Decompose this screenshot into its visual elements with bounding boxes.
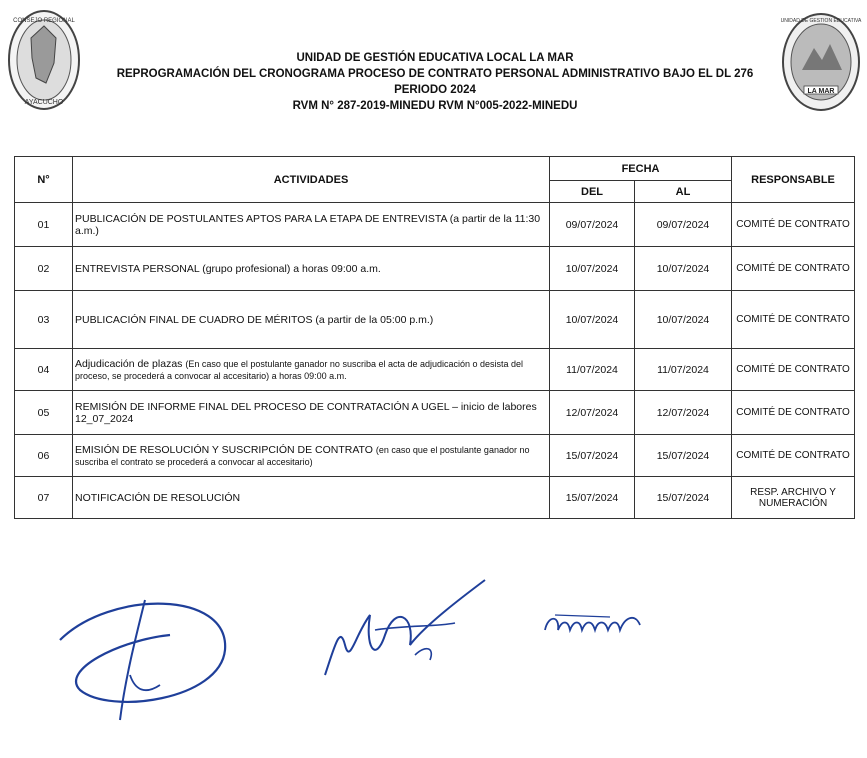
row-date-from: 12/07/2024	[550, 391, 635, 435]
header-activities: ACTIVIDADES	[73, 157, 550, 203]
document-header	[90, 50, 780, 114]
logo-left-top-text: CONSEJO REGIONAL	[13, 18, 75, 24]
activity-text: PUBLICACIÓN FINAL DE CUADRO DE MÉRITOS (a partir de la 05:00 p.m.)	[75, 313, 434, 326]
activity-text: PUBLICACIÓN DE POSTULANTES APTOS PARA LA ETAPA DE ENTREVISTA (a partir de la 11:30 a.m.)	[75, 212, 541, 237]
row-num: 04	[15, 349, 73, 391]
table-row	[15, 477, 855, 519]
header-period: PERIODO 2024	[394, 84, 476, 96]
row-responsible: RESP. ARCHIVO Y NUMERACIÓN	[732, 477, 855, 519]
row-date-to: 11/07/2024	[635, 349, 732, 391]
row-num: 05	[15, 391, 73, 435]
row-activity	[73, 291, 550, 349]
row-date-from: 10/07/2024	[550, 291, 635, 349]
activity-text: ENTREVISTA PERSONAL (grupo profesional) a horas 09:00 a.m.	[75, 262, 381, 275]
activity-text: REMISIÓN DE INFORME FINAL DEL PROCESO DE CONTRATACIÓN A UGEL – inicio de labores 12_07_2024	[75, 400, 537, 425]
activity-text: EMISIÓN DE RESOLUCIÓN Y SUSCRIPCIÓN DE CONTRATO	[75, 443, 373, 456]
row-activity	[73, 247, 550, 291]
table-row	[15, 247, 855, 291]
row-date-to: 15/07/2024	[635, 435, 732, 477]
row-num: 03	[15, 291, 73, 349]
row-num: 06	[15, 435, 73, 477]
row-date-from: 11/07/2024	[550, 349, 635, 391]
regional-council-logo	[6, 8, 82, 112]
row-date-to: 09/07/2024	[635, 203, 732, 247]
header-institution: UNIDAD DE GESTIÓN EDUCATIVA LOCAL LA MAR	[296, 52, 574, 64]
row-activity	[73, 349, 550, 391]
table-row	[15, 203, 855, 247]
row-date-from: 15/07/2024	[550, 435, 635, 477]
signature-1	[50, 580, 250, 730]
row-date-from: 15/07/2024	[550, 477, 635, 519]
row-responsible: COMITÉ DE CONTRATO	[732, 391, 855, 435]
row-activity	[73, 477, 550, 519]
header-fecha: FECHA	[550, 157, 732, 181]
row-responsible: COMITÉ DE CONTRATO	[732, 203, 855, 247]
row-responsible: COMITÉ DE CONTRATO	[732, 291, 855, 349]
row-date-from: 10/07/2024	[550, 247, 635, 291]
header-al: AL	[635, 181, 732, 203]
logo-right-arc-text: UNIDAD DE GESTION EDUCATIVA	[780, 18, 862, 24]
header-del: DEL	[550, 181, 635, 203]
row-activity	[73, 203, 550, 247]
logo-left-bottom-text: AYACUCHO	[24, 99, 64, 106]
row-date-to: 10/07/2024	[635, 291, 732, 349]
header-resolutions: RVM N° 287-2019-MINEDU RVM N°005-2022-MINEDU	[292, 100, 578, 112]
ugel-la-mar-logo	[780, 10, 862, 114]
row-num: 07	[15, 477, 73, 519]
logo-right-name: LA MAR	[807, 88, 835, 95]
signature-2	[315, 575, 495, 700]
signature-3	[540, 605, 650, 645]
activity-note: (en caso que el postulante ganador no suscriba el contrato se procederá a convocar al accesitario)	[75, 444, 530, 467]
header-responsable: RESPONSABLE	[732, 157, 855, 203]
row-date-to: 10/07/2024	[635, 247, 732, 291]
header-title: REPROGRAMACIÓN DEL CRONOGRAMA PROCESO DE CONTRATO PERSONAL ADMINISTRATIVO BAJO EL DL 276	[116, 68, 754, 80]
row-num: 02	[15, 247, 73, 291]
activity-text: NOTIFICACIÓN DE RESOLUCIÓN	[75, 491, 241, 504]
row-date-to: 12/07/2024	[635, 391, 732, 435]
table-row	[15, 435, 855, 477]
activity-text: Adjudicación de plazas	[75, 357, 183, 370]
row-responsible: COMITÉ DE CONTRATO	[732, 435, 855, 477]
row-date-to: 15/07/2024	[635, 477, 732, 519]
row-date-from: 09/07/2024	[550, 203, 635, 247]
table-row	[15, 391, 855, 435]
row-responsible: COMITÉ DE CONTRATO	[732, 349, 855, 391]
row-responsible: COMITÉ DE CONTRATO	[732, 247, 855, 291]
table-row	[15, 349, 855, 391]
row-activity	[73, 435, 550, 477]
schedule-table	[14, 156, 855, 519]
table-row	[15, 291, 855, 349]
header-num: N°	[15, 157, 73, 203]
row-activity	[73, 391, 550, 435]
row-num: 01	[15, 203, 73, 247]
activity-note: (En caso que el postulante ganador no suscriba el acta de adjudicación o desista del proceso, se procederá a convocar al accesitario) a horas 09:00 a.m.	[75, 358, 524, 381]
